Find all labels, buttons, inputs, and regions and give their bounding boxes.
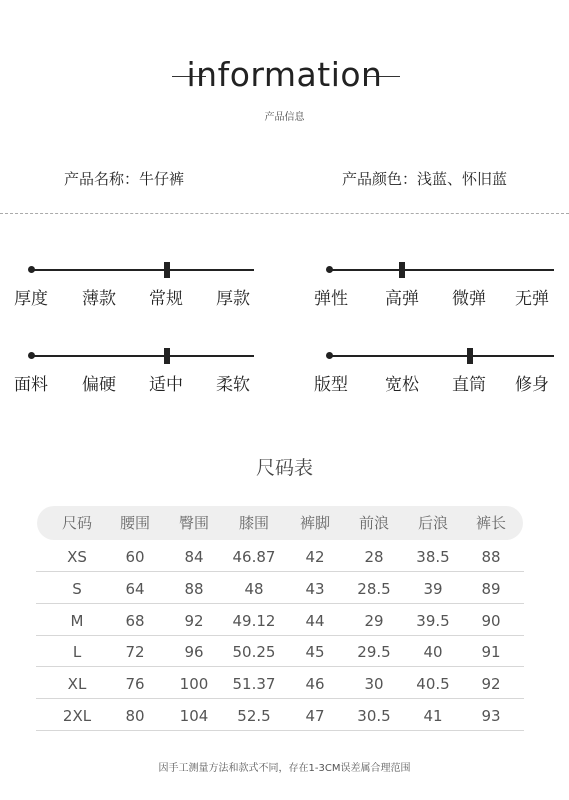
table-cell: 50.25 <box>232 643 276 661</box>
table-cell: 84 <box>184 548 204 566</box>
option-soft: 柔软 <box>216 375 250 395</box>
option-loose: 宽松 <box>385 375 419 395</box>
table-row-divider <box>36 698 524 699</box>
table-row-divider <box>36 603 524 604</box>
table-cell: 100 <box>179 675 209 693</box>
table-row-divider <box>36 730 524 731</box>
option-no-stretch: 无弹 <box>515 289 549 309</box>
attr-label-fit: 版型 <box>314 375 348 395</box>
table-cell: 45 <box>305 643 325 661</box>
slider-fabric <box>28 346 254 366</box>
slider-start-dot <box>28 266 35 273</box>
option-thick: 厚款 <box>216 289 250 309</box>
table-cell: 51.37 <box>232 675 276 693</box>
table-cell: 29.5 <box>357 643 391 661</box>
slider-track <box>32 269 254 271</box>
table-cell: 92 <box>184 612 204 630</box>
product-color-label: 产品颜色： <box>342 170 418 188</box>
table-cell: 29 <box>364 612 384 630</box>
table-header-cell: 前浪 <box>358 514 389 532</box>
table-row-divider <box>36 635 524 636</box>
slider-fit <box>326 346 554 366</box>
page-title: information <box>186 55 383 94</box>
table-header-cell: 后浪 <box>417 514 448 532</box>
table-cell: 30.5 <box>357 707 391 725</box>
table-header-cell: 尺码 <box>61 514 92 532</box>
slider-marker <box>399 262 405 278</box>
table-cell: 96 <box>184 643 204 661</box>
table-cell: 64 <box>125 580 145 598</box>
table-cell: 88 <box>184 580 204 598</box>
table-cell: 41 <box>423 707 443 725</box>
table-cell: 76 <box>125 675 145 693</box>
slider-marker <box>164 348 170 364</box>
table-cell: 38.5 <box>416 548 450 566</box>
slider-marker <box>164 262 170 278</box>
table-cell: 88 <box>481 548 501 566</box>
table-header-cell: 腰围 <box>119 514 150 532</box>
size-table-title: 尺码表 <box>255 457 313 479</box>
product-name <box>64 168 184 190</box>
table-row-divider <box>36 666 524 667</box>
slider-marker <box>467 348 473 364</box>
slider-thickness <box>28 260 254 280</box>
table-cell: 91 <box>481 643 501 661</box>
slider-elasticity <box>326 260 554 280</box>
table-cell: 43 <box>305 580 325 598</box>
table-cell: 40.5 <box>416 675 450 693</box>
table-cell: 52.5 <box>237 707 271 725</box>
table-cell: 92 <box>481 675 501 693</box>
table-header-cell: 臀围 <box>178 514 209 532</box>
table-cell: 28.5 <box>357 580 391 598</box>
table-cell: 104 <box>179 707 209 725</box>
page-subtitle: 产品信息 <box>264 112 305 123</box>
slider-track <box>32 355 254 357</box>
table-size-cell: XS <box>67 548 87 566</box>
option-stiff: 偏硬 <box>82 375 116 395</box>
attr-label-thickness: 厚度 <box>14 289 48 309</box>
product-name-label: 产品名称： <box>64 170 140 188</box>
table-cell: 49.12 <box>232 612 276 630</box>
table-size-cell: L <box>72 643 82 661</box>
slider-track <box>330 269 554 271</box>
table-header-cell: 裤长 <box>475 514 506 532</box>
table-size-cell: 2XL <box>62 707 92 725</box>
slider-start-dot <box>326 352 333 359</box>
table-cell: 72 <box>125 643 145 661</box>
table-size-cell: S <box>72 580 82 598</box>
option-slight-stretch: 微弹 <box>452 289 486 309</box>
table-cell: 47 <box>305 707 325 725</box>
measurement-footnote: 因手工测量方法和款式不同，存在1-3CM误差属合理范围 <box>158 763 411 774</box>
table-cell: 39 <box>423 580 443 598</box>
option-straight: 直筒 <box>452 375 486 395</box>
table-cell: 30 <box>364 675 384 693</box>
table-cell: 93 <box>481 707 501 725</box>
product-color-value: 浅蓝、怀旧蓝 <box>417 170 508 188</box>
table-cell: 48 <box>244 580 264 598</box>
table-cell: 28 <box>364 548 384 566</box>
table-header-cell: 膝围 <box>238 514 269 532</box>
slider-track <box>330 355 554 357</box>
option-slim: 修身 <box>515 375 549 395</box>
product-color <box>342 168 507 190</box>
slider-start-dot <box>326 266 333 273</box>
product-name-value: 牛仔裤 <box>139 170 185 188</box>
table-cell: 89 <box>481 580 501 598</box>
option-moderate: 适中 <box>149 375 183 395</box>
table-size-cell: M <box>70 612 84 630</box>
table-row-divider <box>36 571 524 572</box>
table-cell: 90 <box>481 612 501 630</box>
table-header-cell: 裤脚 <box>299 514 330 532</box>
option-regular: 常规 <box>149 289 183 309</box>
table-cell: 42 <box>305 548 325 566</box>
table-cell: 40 <box>423 643 443 661</box>
table-cell: 68 <box>125 612 145 630</box>
option-high-stretch: 高弹 <box>385 289 419 309</box>
attr-label-fabric: 面料 <box>14 375 48 395</box>
header-title-block <box>0 52 569 98</box>
table-cell: 39.5 <box>416 612 450 630</box>
table-cell: 44 <box>305 612 325 630</box>
table-cell: 46.87 <box>232 548 276 566</box>
table-cell: 80 <box>125 707 145 725</box>
table-size-cell: XL <box>67 675 87 693</box>
attr-label-elasticity: 弹性 <box>314 289 348 309</box>
slider-start-dot <box>28 352 35 359</box>
dashed-divider <box>0 213 569 214</box>
table-cell: 60 <box>125 548 145 566</box>
option-thin: 薄款 <box>82 289 116 309</box>
table-cell: 46 <box>305 675 325 693</box>
